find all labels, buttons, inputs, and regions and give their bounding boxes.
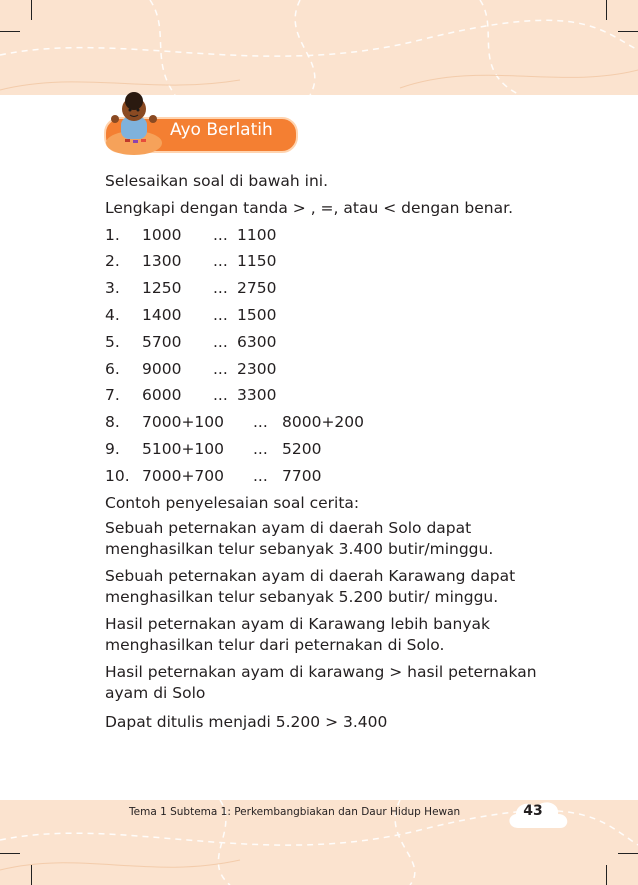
crop-mark (606, 0, 607, 20)
exercise-row (105, 436, 565, 463)
exercise-left: 5100+100 (142, 439, 225, 458)
exercise-right: 1100 (237, 225, 277, 244)
crop-mark (31, 0, 32, 20)
exercise-right: 2300 (237, 359, 277, 378)
exercise-number: 2. (105, 252, 120, 271)
exercise-number: 9. (105, 439, 120, 458)
exercise-row (105, 356, 565, 383)
exercise-number: 3. (105, 279, 120, 298)
exercise-left: 7000+100 (142, 413, 225, 432)
crop-mark (0, 31, 20, 32)
exercise-right: 1150 (237, 252, 277, 271)
exercise-left: 1250 (142, 279, 182, 298)
exercise-number: 8. (105, 413, 120, 432)
footer-theme-text: Tema 1 Subtema 1: Perkembangbiakan dan Daur Hidup Hewan (129, 806, 461, 818)
exercise-blank: ... (253, 466, 268, 485)
exercise-number: 6. (105, 359, 120, 378)
exercise-left: 6000 (142, 386, 182, 405)
crop-mark (606, 865, 607, 885)
exercise-right: 8000+200 (282, 413, 365, 432)
section-badge-label: Ayo Berlatih (170, 120, 273, 140)
exercise-right: 3300 (237, 386, 277, 405)
exercise-left: 9000 (142, 359, 182, 378)
exercise-right: 1500 (237, 305, 277, 324)
exercise-blank: ... (213, 225, 228, 244)
exercise-blank: ... (253, 413, 268, 432)
exercise-number: 1. (105, 225, 120, 244)
exercise-blank: ... (213, 305, 228, 324)
exercise-right: 7700 (282, 466, 322, 485)
exercise-row (105, 329, 565, 356)
exercise-row (105, 248, 565, 275)
exercise-number: 4. (105, 305, 120, 324)
crop-mark (618, 853, 638, 854)
exercise-left: 1300 (142, 252, 182, 271)
exercise-left: 1400 (142, 305, 182, 324)
exercise-row (105, 463, 565, 490)
exercise-blank: ... (213, 252, 228, 271)
exercise-number: 10. (105, 466, 130, 485)
exercise-number: 5. (105, 332, 120, 351)
exercise-right: 6300 (237, 332, 277, 351)
exercise-blank: ... (213, 359, 228, 378)
main-content (105, 168, 565, 733)
crop-mark (31, 865, 32, 885)
exercise-number: 7. (105, 386, 120, 405)
exercise-row (105, 275, 565, 302)
exercise-blank: ... (213, 279, 228, 298)
exercise-row (105, 222, 565, 249)
exercise-row (105, 409, 565, 436)
example-paragraph: Hasil peternakan ayam di karawang > hasil peternakan ayam di Solo (105, 663, 537, 703)
instruction-line: Lengkapi dengan tanda > , =, atau < dengan benar. (105, 198, 513, 217)
example-heading: Contoh penyelesaian soal cerita: (105, 493, 360, 512)
exercise-row (105, 382, 565, 409)
exercise-blank: ... (213, 332, 228, 351)
exercise-right: 5200 (282, 439, 322, 458)
exercise-right: 2750 (237, 279, 277, 298)
page-number: 43 (523, 803, 543, 819)
exercise-left: 1000 (142, 225, 182, 244)
child-illustration-icon (103, 91, 165, 157)
exercise-left: 7000+700 (142, 466, 225, 485)
crop-mark (618, 31, 638, 32)
instruction-line: Selesaikan soal di bawah ini. (105, 172, 329, 190)
exercise-left: 5700 (142, 332, 182, 351)
example-paragraph: Hasil peternakan ayam di Karawang lebih banyak menghasilkan telur dari peternakan di Solo. (105, 615, 490, 655)
exercise-blank: ... (213, 386, 228, 405)
crop-mark (0, 853, 20, 854)
exercise-blank: ... (253, 439, 268, 458)
example-paragraph: Sebuah peternakan ayam di daerah Karawang dapat menghasilkan telur sebanyak 5.200 butir/ minggu. (105, 567, 516, 607)
example-paragraph: Dapat ditulis menjadi 5.200 > 3.400 (105, 713, 388, 732)
exercise-row (105, 302, 565, 329)
example-paragraph: Sebuah peternakan ayam di daerah Solo dapat menghasilkan telur sebanyak 3.400 butir/minggu. (105, 519, 494, 559)
